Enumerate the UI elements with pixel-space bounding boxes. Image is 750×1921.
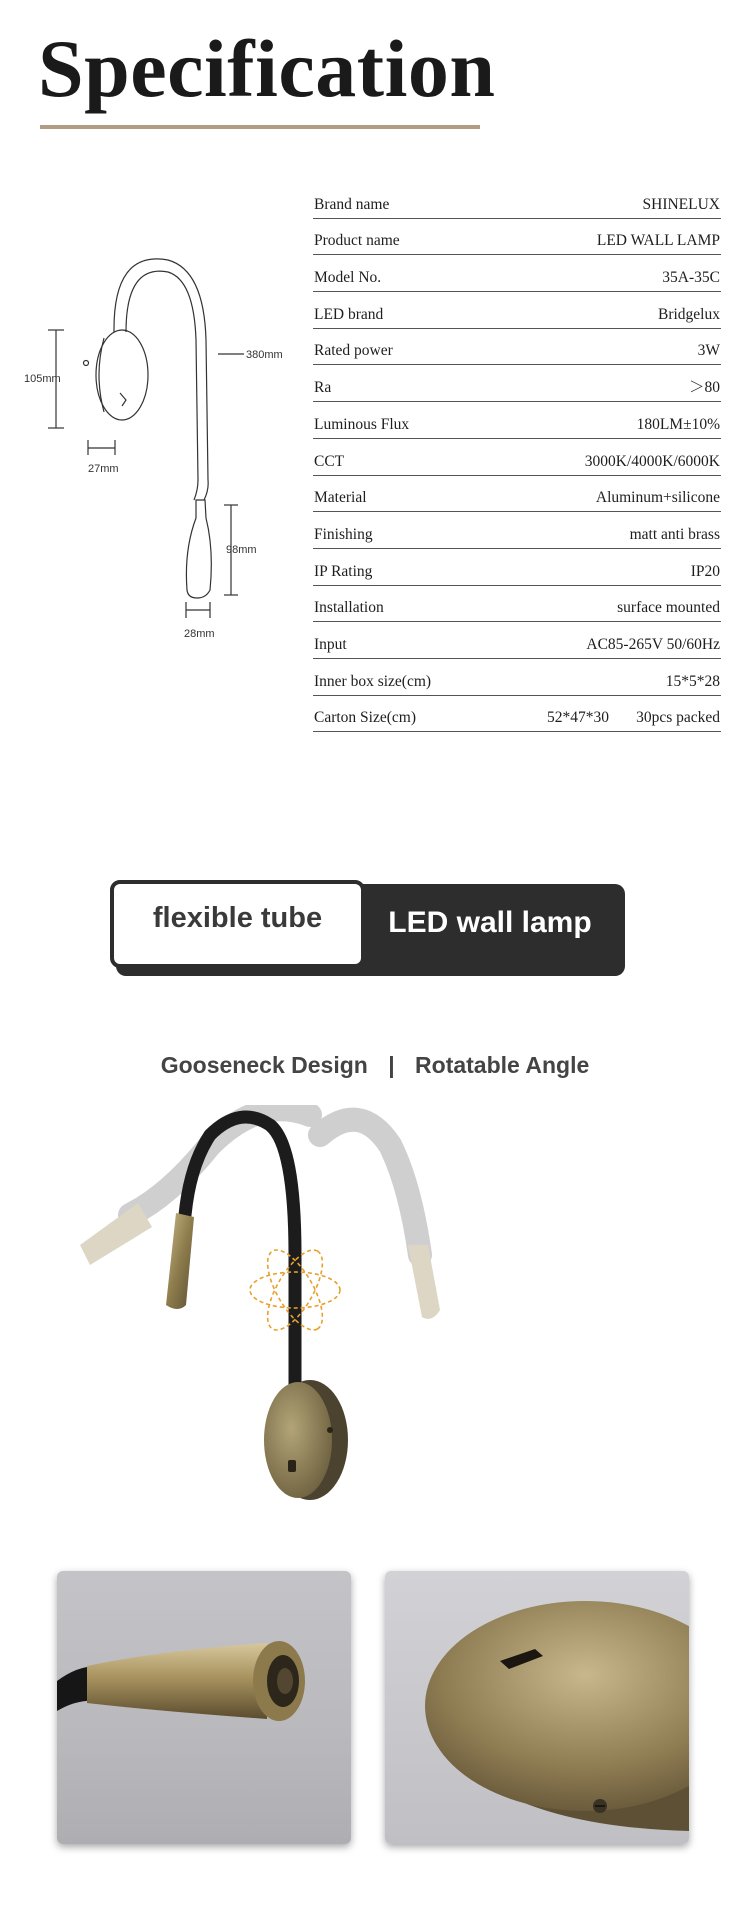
drawing-arm bbox=[114, 259, 208, 500]
dim-27: 27mm bbox=[88, 463, 119, 475]
dimension-drawing bbox=[18, 250, 308, 650]
spec-value: ＞80 bbox=[688, 379, 720, 397]
photo-base-disk bbox=[385, 1571, 689, 1844]
disk-face bbox=[425, 1601, 689, 1811]
ghost-head-right bbox=[408, 1245, 440, 1319]
dim-98: 98mm bbox=[226, 544, 257, 556]
spec-value: SHINELUX bbox=[642, 195, 720, 213]
spec-label: IP Rating bbox=[314, 562, 373, 580]
spec-row bbox=[313, 329, 721, 366]
spec-row bbox=[313, 292, 721, 329]
spec-label: LED brand bbox=[314, 305, 384, 323]
drawing-head bbox=[186, 500, 211, 598]
spec-label: CCT bbox=[314, 452, 345, 470]
ghost-arm-right bbox=[320, 1120, 420, 1255]
spec-label: Ra bbox=[314, 379, 332, 397]
spec-value: 3W bbox=[697, 342, 720, 360]
spec-value-extra: 30pcs packed bbox=[636, 709, 720, 727]
spec-row bbox=[313, 439, 721, 476]
page-title: Specification bbox=[38, 23, 496, 114]
screw bbox=[327, 1427, 333, 1433]
main-arm bbox=[185, 1117, 295, 1395]
spec-row bbox=[313, 659, 721, 696]
wall-disk bbox=[264, 1382, 332, 1498]
spec-row bbox=[313, 549, 721, 586]
spec-row bbox=[313, 402, 721, 439]
spec-row bbox=[313, 696, 721, 733]
spec-row bbox=[313, 622, 721, 659]
spec-value: surface mounted bbox=[617, 599, 720, 617]
banner-left-text: flexible tube bbox=[152, 902, 323, 934]
spec-label: Installation bbox=[314, 599, 384, 617]
banner-right-text: LED wall lamp bbox=[388, 906, 592, 939]
lamp-rotation-illustration bbox=[60, 1105, 580, 1525]
spec-value: matt anti brass bbox=[629, 525, 720, 543]
spec-label: Brand name bbox=[314, 195, 390, 213]
title-underline bbox=[40, 125, 480, 129]
spec-value: 180LM±10% bbox=[636, 415, 720, 433]
dim-28: 28mm bbox=[184, 628, 215, 640]
spec-label: Model No. bbox=[314, 269, 382, 287]
switch bbox=[288, 1460, 296, 1472]
spec-value: IP20 bbox=[690, 562, 720, 580]
main-head bbox=[166, 1213, 194, 1309]
spec-value: LED WALL LAMP bbox=[596, 232, 720, 250]
ghost-head-left bbox=[80, 1203, 152, 1265]
spec-value: 52*47*30 bbox=[547, 709, 609, 727]
dim-105: 105mm bbox=[24, 373, 61, 385]
feature-gooseneck: Gooseneck Design bbox=[160, 1052, 368, 1078]
spec-value: 15*5*28 bbox=[665, 672, 720, 690]
spec-row bbox=[313, 255, 721, 292]
feature-separator: | bbox=[388, 1052, 395, 1078]
spec-value: AC85-265V 50/60Hz bbox=[586, 635, 720, 653]
spec-row bbox=[313, 512, 721, 549]
spec-label: Product name bbox=[314, 232, 400, 250]
dim-380: 380mm bbox=[246, 349, 283, 361]
spec-row bbox=[313, 219, 721, 256]
spec-value: Bridgelux bbox=[658, 305, 720, 323]
brass-head bbox=[87, 1643, 267, 1719]
spec-row bbox=[313, 365, 721, 402]
spec-label: Luminous Flux bbox=[314, 415, 410, 433]
spec-row bbox=[313, 476, 721, 513]
drawing-base bbox=[96, 330, 148, 420]
spec-row bbox=[313, 586, 721, 623]
spec-row bbox=[313, 182, 721, 219]
spec-table bbox=[313, 182, 721, 732]
photo-lamp-head bbox=[57, 1571, 351, 1844]
feature-heading bbox=[0, 1052, 750, 1079]
spec-label: Input bbox=[314, 635, 347, 653]
spec-label: Inner box size(cm) bbox=[314, 672, 432, 690]
spec-value: 3000K/4000K/6000K bbox=[584, 452, 720, 470]
feature-rotatable: Rotatable Angle bbox=[415, 1052, 590, 1078]
title-banner bbox=[110, 880, 628, 980]
spec-label: Material bbox=[314, 489, 367, 507]
spec-label: Carton Size(cm) bbox=[314, 709, 417, 727]
spec-label: Rated power bbox=[314, 342, 393, 360]
spec-value: 35A-35C bbox=[662, 269, 720, 287]
spec-label: Finishing bbox=[314, 525, 373, 543]
spec-value: Aluminum+silicone bbox=[595, 489, 720, 507]
